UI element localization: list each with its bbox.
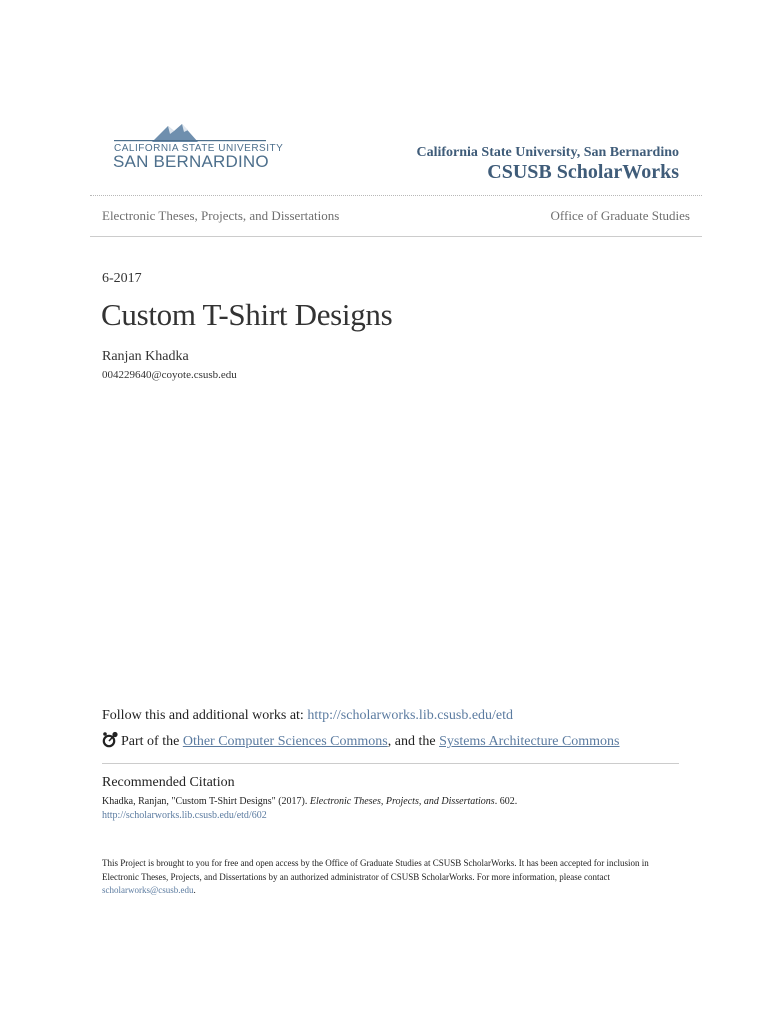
part-of-line <box>102 731 620 750</box>
logo-text-bottom: SAN BERNARDINO <box>113 152 269 171</box>
collection-link[interactable]: Electronic Theses, Projects, and Dissertations <box>102 208 340 223</box>
citation-text <box>102 796 517 807</box>
access-notice <box>102 857 677 898</box>
part-of-prefix: Part of the <box>121 734 183 749</box>
citation-url[interactable]: http://scholarworks.lib.csusb.edu/etd/602 <box>102 810 267 821</box>
network-icon <box>102 731 119 748</box>
author-email: 004229640@coyote.csusb.edu <box>102 369 237 381</box>
citation-plain: Khadka, Ranjan, "Custom T-Shirt Designs" (2017). <box>102 796 310 807</box>
and-the-text: , and the <box>387 734 440 749</box>
publication-date: 6-2017 <box>102 271 142 286</box>
citation-heading: Recommended Citation <box>102 775 235 790</box>
author-name: Ranjan Khadka <box>102 349 189 364</box>
logo-text-top: CALIFORNIA STATE UNIVERSITY <box>114 143 284 154</box>
divider <box>90 236 702 237</box>
commons-link-systems-arch[interactable]: Systems Architecture Commons <box>439 734 620 749</box>
work-title: Custom T-Shirt Designs <box>101 297 393 332</box>
etd-link[interactable]: http://scholarworks.lib.csusb.edu/etd <box>307 708 514 723</box>
office-link[interactable]: Office of Graduate Studies <box>550 208 690 223</box>
notice-end: . <box>193 885 196 895</box>
mountain-icon <box>152 124 198 142</box>
divider <box>90 195 702 196</box>
commons-link-other-cs[interactable]: Other Computer Sciences Commons <box>182 734 388 749</box>
citation-series: Electronic Theses, Projects, and Dissertations <box>309 796 495 807</box>
contact-email-link[interactable]: scholarworks@csusb.edu <box>102 885 194 895</box>
citation-end: . 602. <box>494 796 518 807</box>
notice-text: This Project is brought to you for free and open access by the Office of Graduate Studies at CSUSB ScholarWorks. It has been accepted for inclusion in Electronic Theses, Projects, and Dissertations by an authorized administrator of CSUSB ScholarWorks. For more information, please contact <box>102 858 649 882</box>
follow-prefix: Follow this and additional works at: <box>102 708 308 723</box>
repository-name[interactable]: CSUSB ScholarWorks <box>487 161 679 183</box>
divider <box>102 763 679 764</box>
institution-name[interactable]: California State University, San Bernardino <box>416 145 679 160</box>
follow-line <box>102 708 513 724</box>
